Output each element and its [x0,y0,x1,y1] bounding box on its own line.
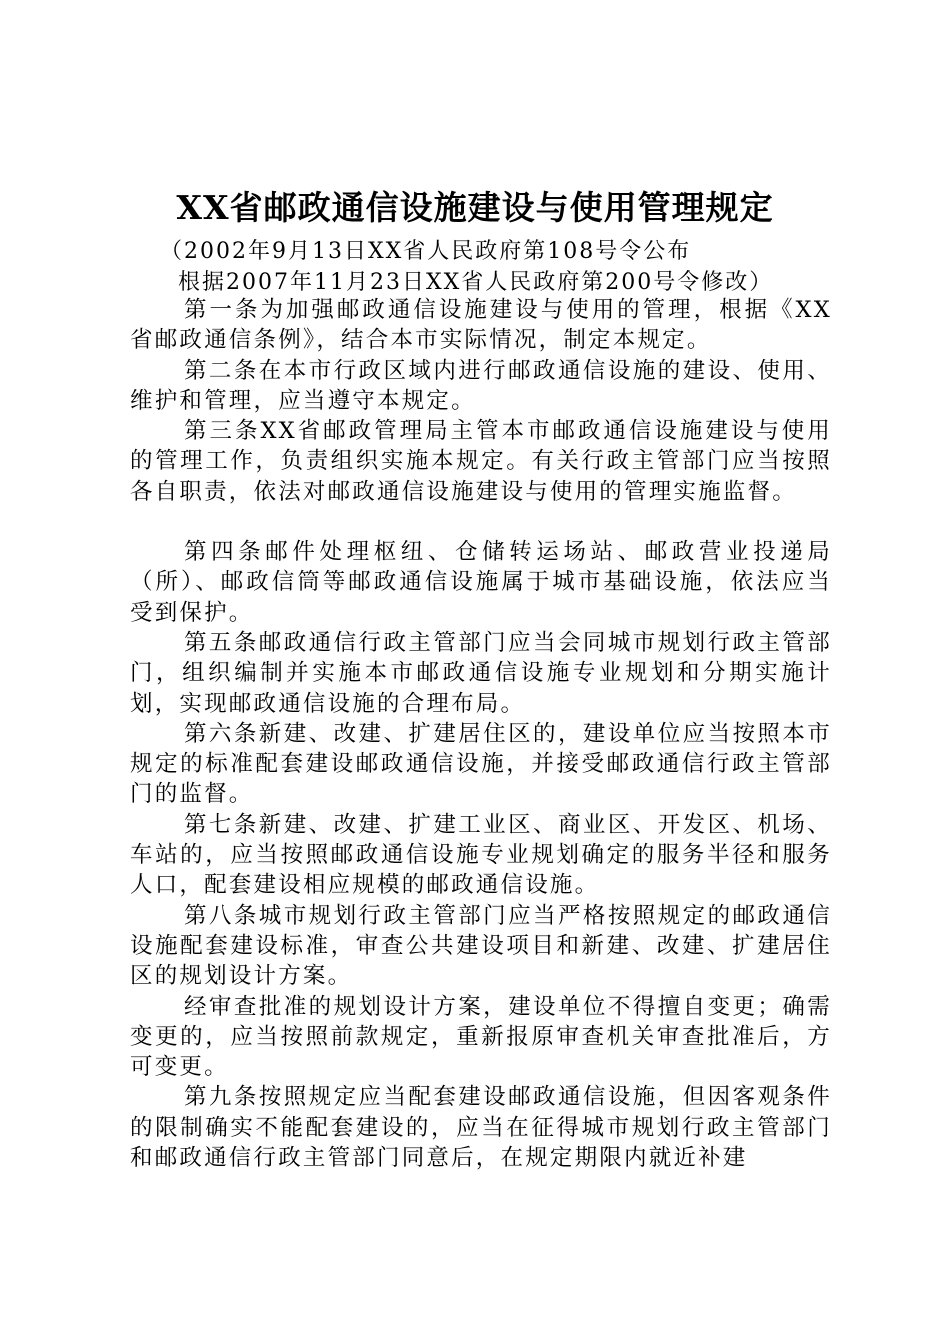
article-5: 第五条邮政通信行政主管部门应当会同城市规划行政主管部门，组织编制并实施本市邮政通信设施专业规划和分期实施计划，实现邮政通信设施的合理布局。 [130,629,832,717]
article-2: 第二条在本市行政区域内进行邮政通信设施的建设、使用、维护和管理，应当遵守本规定。 [130,357,832,414]
article-8: 第八条城市规划行政主管部门应当严格按照规定的邮政通信设施配套建设标准，审查公共建设项目和新建、改建、扩建居住区的规划设计方案。 [130,902,832,990]
paragraph-gap [130,507,832,537]
article-1: 第一条为加强邮政通信设施建设与使用的管理，根据《XX省邮政通信条例》，结合本市实际情况，制定本规定。 [130,297,832,354]
article-7: 第七条新建、改建、扩建工业区、商业区、开发区、机场、车站的，应当按照邮政通信设施专业规划确定的服务半径和服务人口，配套建设相应规模的邮政通信设施。 [130,811,832,899]
article-4: 第四条邮件处理枢纽、仓储转运场站、邮政营业投递局（所）、邮政信筒等邮政通信设施属于城市基础设施，依法应当受到保护。 [130,539,832,626]
article-8-clause-2: 经审查批准的规划设计方案，建设单位不得擅自变更；确需变更的，应当按照前款规定，重新报原审查机关审查批准后，方可变更。 [130,993,832,1081]
article-3: 第三条XX省邮政管理局主管本市邮政通信设施建设与使用的管理工作，负责组织实施本规定。有关行政主管部门应当按照各自职责，依法对邮政通信设施建设与使用的管理实施监督。 [130,418,832,505]
document-title: XX省邮政通信设施建设与使用管理规定 [176,188,774,227]
document-subtitle-line2: 根据2007年11月23日XX省人民政府第200号令修改） [178,270,774,295]
document-body [130,295,832,1173]
article-6: 第六条新建、改建、扩建居住区的，建设单位应当按照本市规定的标准配套建设邮政通信设施，并接受邮政通信行政主管部门的监督。 [130,720,832,808]
document-subtitle-line1: （2002年9月13日XX省人民政府第108号令公布 [160,239,692,264]
article-9: 第九条按照规定应当配套建设邮政通信设施，但因客观条件的限制确实不能配套建设的，应当在征得城市规划行政主管部门和邮政通信行政主管部门同意后，在规定期限内就近补建 [130,1084,832,1172]
